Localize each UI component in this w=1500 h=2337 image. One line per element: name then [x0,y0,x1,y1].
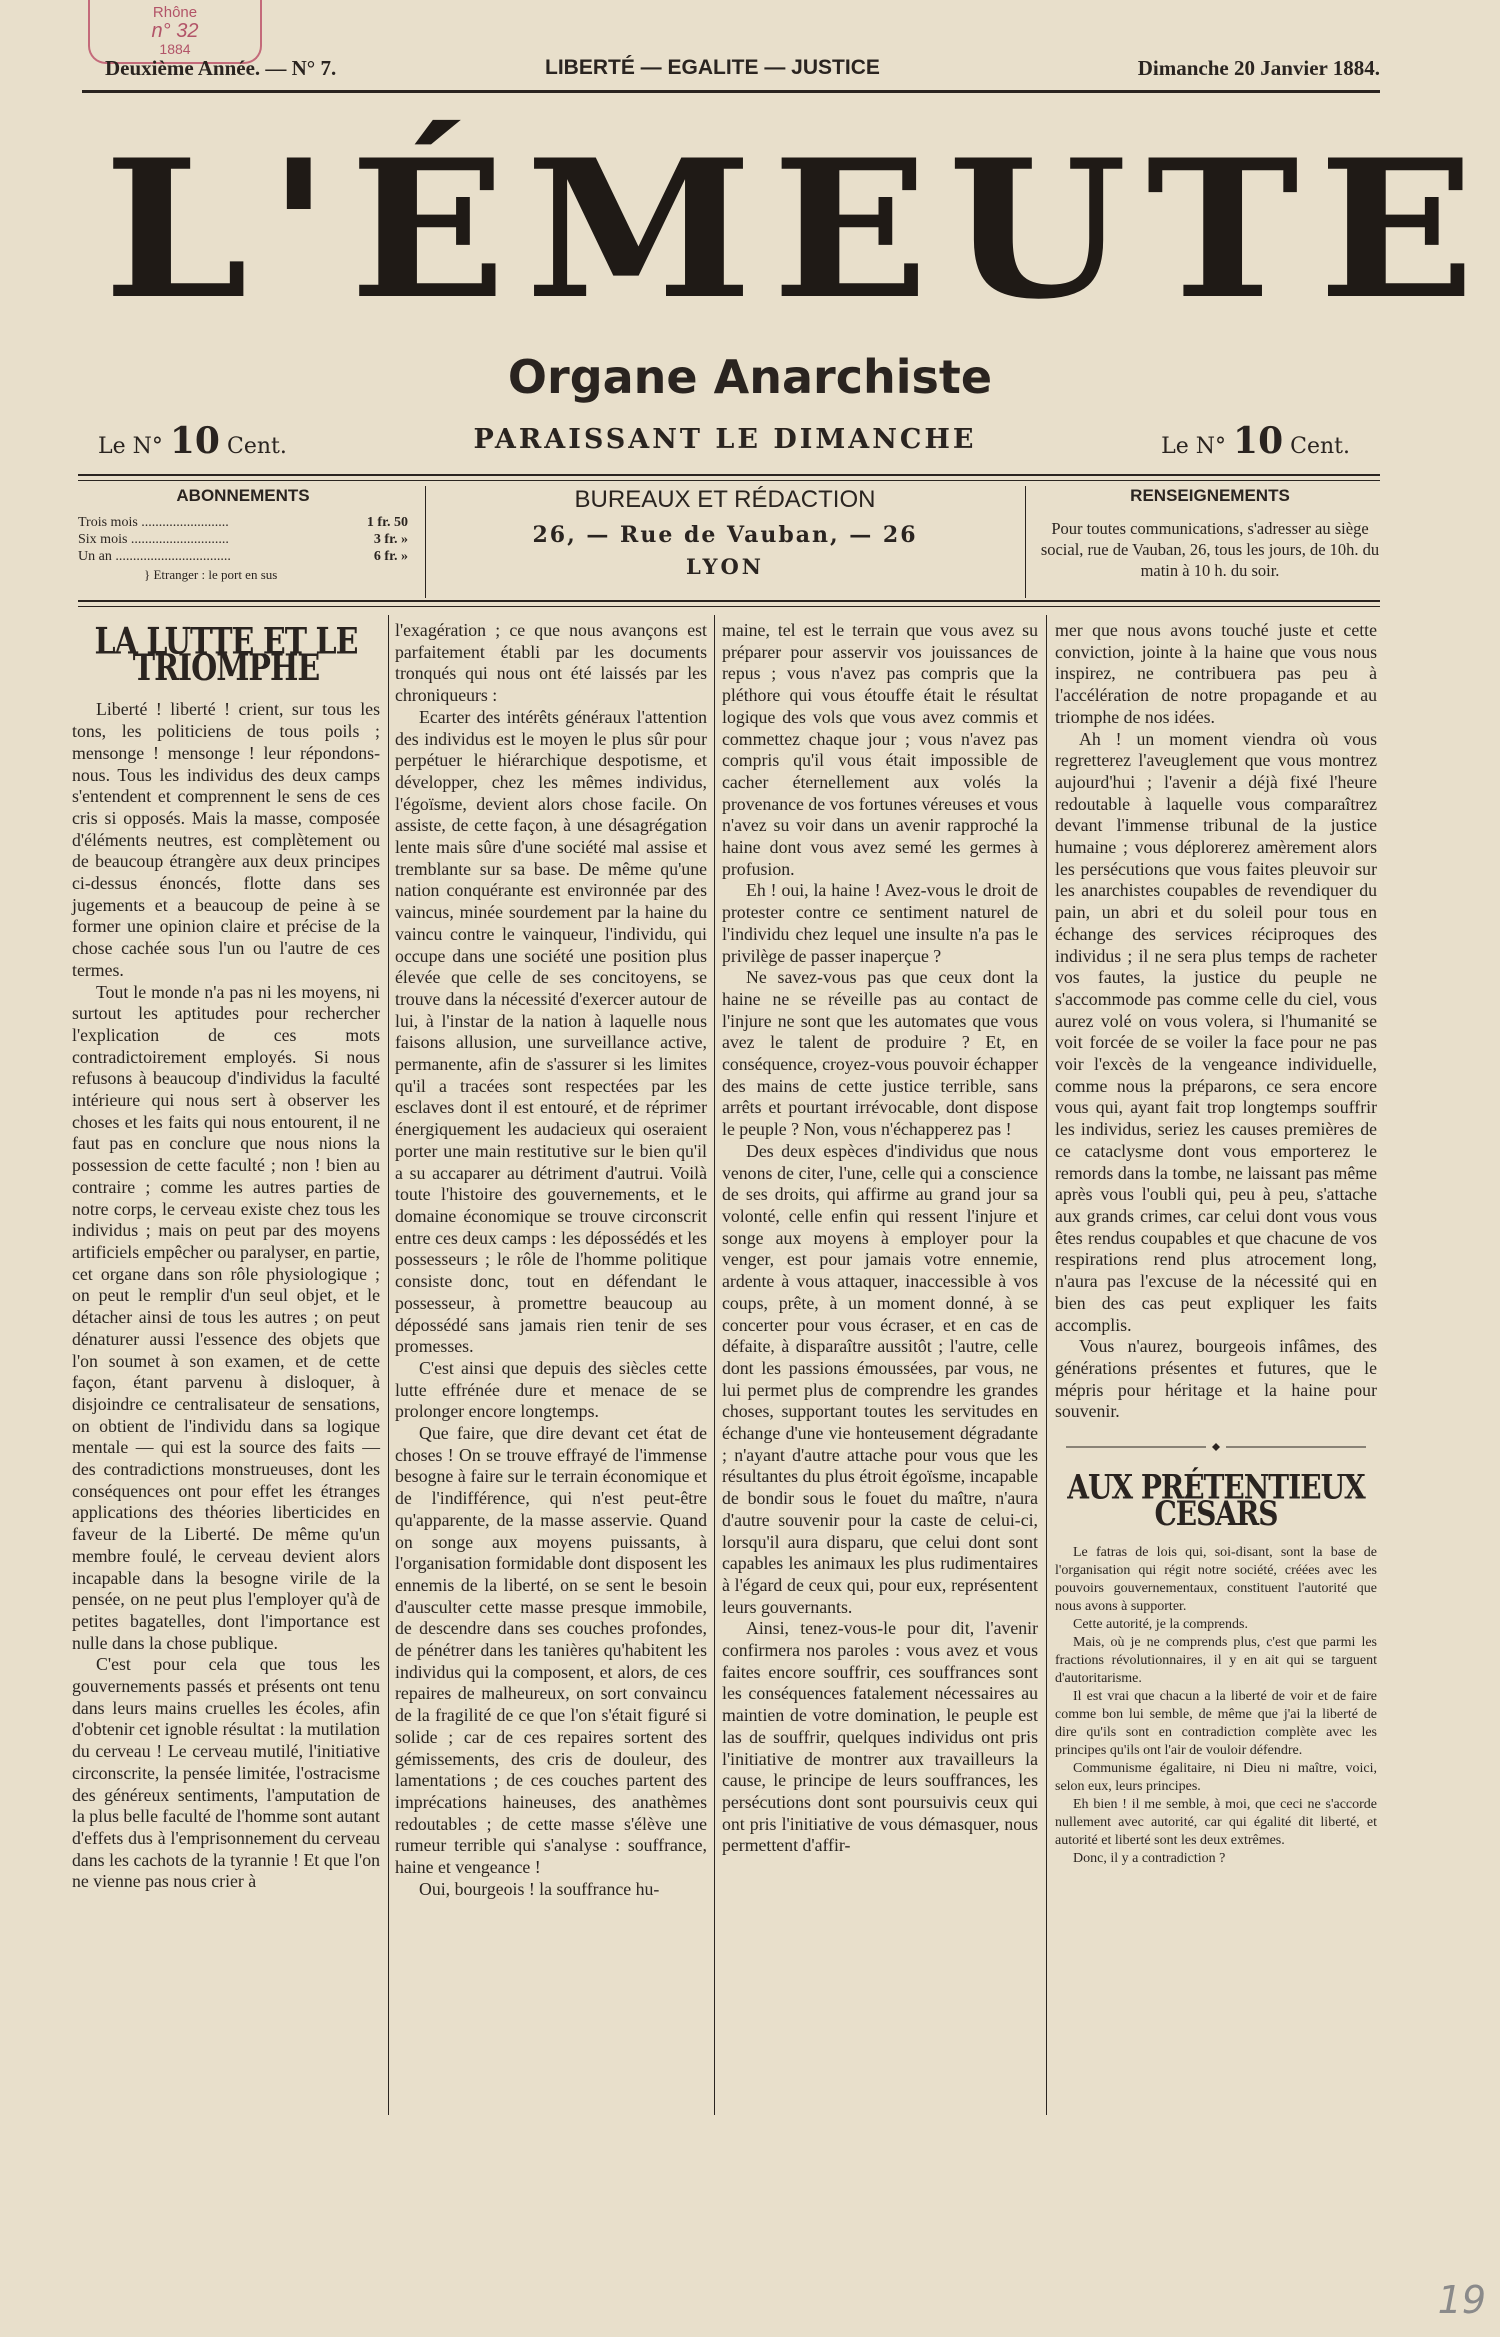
table-row: Six mois ............................ 3 fr. » [78,532,408,547]
header-topline [100,56,1380,82]
section-divider [1055,1437,1377,1459]
paragraph: Eh ! oui, la haine ! Avez-vous le droit de protester contre ce sentiment naturel de l'individu chez lequel une insulte n'a pas le privilège de passer inaperçue ? [722,880,1038,966]
price-right [1161,420,1350,462]
edition-label: Deuxième Année. — N° 7. [105,56,337,80]
stamp-line-2: n° 32 [151,20,199,42]
information-heading: RENSEIGNEMENTS [1130,486,1290,505]
archive-stamp [88,0,262,64]
column-divider [714,615,715,2115]
paragraph: C'est pour cela que tous les gouvernements passés et présents ont tenu dans leurs mains cruelles les écoles, afin d'obtenir cet ignoble résultat : la mutilation du cerveau ! Le cerveau mutilé, l'initiative circonscrite, la pensée limitée, l'ostracisme des généreux sentiments, l'amputation de la plus belle faculté de l'homme sont autant d'effets dus à l'emprisonnement du cerveau dans les cachots de la tyrannie ! Et que l'on ne vienne pas nous crier à [72,1654,380,1892]
paragraph: Ne savez-vous pas que ceux dont la haine ne se réveille pas au contact de l'injure ne sont que les automates que vous avez le talent de produire ? Et, en conséquence, croyez-vous pouvoir échapper des mains de cette justice terrible, sans arrêts et pourtant irrévocable, dont dispose le peuple ? Non, vous n'échapperez pas ! [722,967,1038,1140]
paragraph: Eh bien ! il me semble, à moi, que ceci ne s'accorde nullement avec autorité, car qui égalité dit liberté, et autorité et liberté sont les deux extrêmes. [1055,1797,1377,1849]
paragraph: Des deux espèces d'individus que nous venons de citer, l'une, celle qui a conscience de ses droits, qui affirme au grand jour sa volonté, celle enfin qui ressent l'injure et songe aux moyens à employer pour la venger, est pour jamais votre ennemie, ardente à vous attaquer, inaccessible à vos coups, prête, à un moment donné, à se concerter pour vous écraser, et en cas de défaite, à disparaître aussitôt ; l'autre, celle dont les passions émoussées, par vous, ne lui permet plus de comprendre les grandes choses, supportant toutes les servitudes en échange d'une vie honteusement dégradante ; n'ayant d'autre attache pour vous que les résultantes du plus étroit égoïsme, incapable de bondir sous le fouet du maître, n'aura d'autre souvenir pour la caste de celui-ci, lorsqu'il aura disparu, que celui dont sont capables les animaux les plus rudimentaires à l'égard de ceux qui, pour eux, représentent leurs gouvernants. [722,1140,1038,1617]
subscriptions-box [78,486,408,596]
column-divider [1046,615,1047,2115]
divider-rule-icon [1066,1443,1366,1451]
information-box [1040,486,1380,596]
stamp-line-1: Rhône [152,4,198,21]
frequency-label: PARAISSANT LE DIMANCHE [473,424,977,455]
column-1 [72,620,380,1893]
information-text: Pour toutes communications, s'adresser au siège social, rue de Vauban, 26, tous les jours, de 10h. du matin à 10 h. du soir. [1040,519,1380,580]
paragraph: Oui, bourgeois ! la souffrance hu- [419,1878,660,1899]
masthead-subtitle: Organe Anarchiste [507,350,993,404]
table-row: Trois mois ......................... 1 fr. 50 [78,515,408,530]
column-2 [395,620,707,1900]
offices-city: LYON [686,554,764,579]
info-divider [1025,486,1026,598]
foreign-note: } Etranger : le port en sus [144,567,278,582]
paragraph: mer que nous avons touché juste et cette conviction, jointe à la haine que vous nous inspirez, ne contribuera pas peu à l'accélération de notre propagande et au triomphe de nos idées. [1055,620,1377,727]
subscriptions-table [78,514,408,565]
info-rule-bottom [78,600,1380,602]
column-3 [722,620,1038,1857]
offices-address: 26, — Rue de Vauban, — 26 [532,522,918,548]
paragraph: maine, tel est le terrain que vous avez su préparer pour asservir vos jouissances de repus ; vous n'avez pas compris que la pléthore qui vous étouffe était le résultat logique des vols que vous avez commis et commettez chaque jour ; vous n'avez pas compris qu'il vous était impossible de cacher éternellement aux volés la provenance de vos fortunes véreuses et vous n'avez su voir dans un avenir rapproché la haine dont vous avez semé les germes à profusion. [722,620,1039,879]
article-body [1055,1544,1377,1868]
paragraph: Vous n'aurez, bourgeois infâmes, des générations présentes et futures, que le mépris pour héritage et la haine pour souvenir. [1055,1336,1377,1422]
price-suffix: Cent. [1290,434,1350,459]
paragraph: Liberté ! liberté ! crient, sur tous les tons, les politiciens de tous poils ; mensonge ! mensonge ! leur répondons-nous. Tous les individus des deux camps s'entendent et comprennent le sens de ces cris si opposés. Mais la masse, composée d'éléments neutres, est complètement ou de beaucoup étrangère aux deux principes ci-dessus énoncés, flotte dans ses jugements et a beaucoup de peine à se former une opinion claire et précise de la chose cachée sous l'un ou l'autre de ces termes. [72,699,380,980]
header-rule [82,90,1380,93]
price-prefix: Le N° [1161,434,1227,459]
paragraph: Tout le monde n'a pas ni les moyens, ni surtout les aptitudes pour rechercher l'explication de ces mots contradictoirement employés. Si nous refusons à beaucoup d'individus la faculté intérieure qui nous sert à observer les choses et les faits qui nous entourent, il ne faut pas en conclure que nous nions la possession de cette faculté ; non ! bien au contraire ; comme les autres parties de notre corps, le cerveau existe chez tous les individus ; mais on peut par des moyens artificiels empêcher ou paralyser, en partie, cet organe dans son rôle physiologique ; on peut le remplir d'un seul objet, et le détacher ainsi de tous les autres ; on peut dénaturer aussi l'essence des objets que l'on soumet à son examen, et de cette façon, étant parvenu à disloquer, à disjoindre ce centralisateur de sensations, on obtient de l'individu dans sa logique mentale — qui est la source des faits — des contradictions monstrueuses, dont les conséquences ont pour effet les étranges applications des théories liberticides en faveur de la Liberté. De même qu'un membre foulé, le cerveau devient alors incapable dans la besogne virile de la pensée, on ne peut plus l'employer qu'à de petites bagatelles, dont l'importance est nulle dans la chose publique. [72,981,380,1653]
column-divider [388,615,389,2115]
price-suffix: Cent. [226,434,287,459]
article-title: AUX PRÉTENTIEUX CÉSARS [1067,1467,1365,1533]
issue-date: Dimanche 20 Janvier 1884. [1137,56,1380,80]
price-value: 10 [169,420,220,462]
price-prefix: Le N° [98,434,163,459]
paragraph: Le fatras de lois qui, soi-disant, sont la base de l'organisation qui régit notre société, créées avec les pouvoirs gouvernementaux, constituent l'autorité que nous avons à supporter. [1055,1545,1377,1615]
masthead-title: L'ÉMEUTE [103,118,1495,341]
paragraph: l'exagération ; ce que nous avançons est parfaitement établi par les documents tronqués qui nous ont été laissés par les chroniqueurs : [395,620,707,706]
paragraph: Il est vrai que chacun a la liberté de voir et de faire comme bon lui semble, de même que j'ai la liberté de dire qu'ils sont en contradiction complète avec les principes qu'ils ont l'air de vouloir défendre. [1055,1689,1377,1759]
info-divider [425,486,426,598]
offices-heading: BUREAUX ET RÉDACTION [574,486,876,513]
page-number: 19 [1437,2278,1486,2322]
paragraph: Que faire, que dire devant cet état de choses ! On se trouve effrayé de l'immense besogne à faire sur le terrain économique et de l'indifférence, qui n'est peut-être qu'apparente, de la masse asservie. Quand on songe aux moyens puissants, à l'organisation formidable dont disposent les ennemis de la liberté, on se sent le besoin d'ausculter cette masse presque immobile, de descendre dans ses couches profondes, de pénétrer dans les tanières qu'habitent les individus qui la composent, et alors, de ces repaires de malheureux, on sort convaincu de la fragilité de ce que l'on s'était figuré si solide ; car de ces repaires sortent des gémissements, des cris de douleur, des lamentations ; de ces couches partent des imprécations haineuses, des anathèmes redoutables ; de cette masse s'élève une rumeur terrible qui s'analyse : souffrance, haine et vengeance ! [395,1423,707,1878]
paragraph: Communisme égalitaire, ni Dieu ni maître, voici, selon eux, leurs principes. [1055,1761,1377,1795]
article-title: LA LUTTE ET LE TRIOMPHE [94,621,358,690]
paragraph: Ecarter des intérêts généraux l'attention des individus est le moyen le plus sûr pour perpétuer le hiérarchique despotisme, et développer, chez les mêmes individus, l'égoïsme, devient alors chose facile. On assiste, de cette façon, à une désagrégation lente mais sûre d'une société mal assise et tremblante sur sa base. De même qu'une nation conquérante est environnée par des vaincus, minée sourdement par la haine du vaincu contre le vainqueur, l'individu, qui occupe dans une société une position plus élevée que celle de ses concitoyens, se trouve dans la nécessité d'exercer autour de lui, à l'instar de la nation à laquelle nous faisons allusion, une surveillance active, permanente, afin de s'assurer si les limites qu'il a tracées sont respectées par les esclaves dont il est entouré, et de réprimer énergiquement les audacieux qui oseraient porter une main restitutive sur le bien qu'il a su accaparer au détriment d'autrui. Voilà toute l'histoire des gouvernements, et le domaine économique se trouve circonscrit entre ces deux camps : les dépossédés et les possesseurs ; le rôle de l'homme politique consiste donc, tout en défendant le possesseur, à promettre beaucoup au dépossédé sans jamais rien tenir de ses promesses. [395,706,707,1357]
stamp-line-3: 1884 [159,41,191,57]
paragraph: Donc, il y a contradiction ? [1073,1851,1226,1867]
price-left [98,420,287,462]
column-4 [1055,620,1377,1868]
paragraph: C'est ainsi que depuis des siècles cette lutte effrénée dure et menace de se prolonger encore longtemps. [395,1357,707,1422]
paragraph: Ah ! un moment viendra où vous regretterez l'aveuglement que vous montrez aujourd'hui ; l'avenir a déjà fixé l'heure redoutable à laquelle vous comparaîtrez devant l'immense tribunal de la justice humaine ; vous déplorerez amèrement alors les persécutions que vous faites pleuvoir sur les anarchistes coupables de revendiquer du pain, un abri et du soleil pour tous en échange des services réciproques des individus ; il ne sera plus temps de racheter vos fautes, la justice du peuple ne s'accommode pas comme celle du ciel, vous aurez volé on vous volera, si l'humanité se voit forcée de se voiler la face pour ne pas voir l'excès de la vengeance individuelle, comme nous la préparons, ce sera encore vous qui, ayant fait trop longtemps souffrir les individus, seriez les causes premières de ce cataclysme dont vous emporterez le remords dans la tombe, ne laissant pas même après vous l'oubli qui, peu à peu, s'attache aux grands crimes, car celui dont vous vous êtes rendus coupables et que chacune de vos respirations rend plus atrocement long, n'aura pas l'excuse de la nécessité qui en bien des cas peut expliquer les faits accomplis. [1055,728,1377,1335]
paragraph: Ainsi, tenez-vous-le pour dit, l'avenir confirmera nos paroles : vous avez et vous faites encore souffrir, ces souffrances sont les conséquences fatalement nécessaires au maintien de votre domination, le peuple est las de souffrir, quelques individus ont pris l'initiative de montrer aux travailleurs la cause, le principe de leurs souffrances, les persécutions dont sont poursuivis ceux qui ont pris l'initiative de vous démasquer, nous permettent d'affir- [722,1618,1038,1856]
offices-box [430,486,1020,596]
info-rule-bottom-2 [78,606,1380,607]
info-rule-top [78,474,1380,476]
paragraph: Cette autorité, je la comprends. [1073,1617,1248,1633]
paragraph: Mais, où je ne comprends plus, c'est que parmi les fractions révolutionnaires, il y en ait qui se targuent d'autoritarisme. [1055,1635,1377,1687]
motto: LIBERTÉ — EGALITE — JUSTICE [545,56,880,79]
table-row: Un an ................................. 6 fr. » [78,549,408,564]
subscriptions-heading: ABONNEMENTS [176,486,310,505]
price-value: 10 [1233,420,1284,462]
info-rule-top-2 [78,480,1380,481]
